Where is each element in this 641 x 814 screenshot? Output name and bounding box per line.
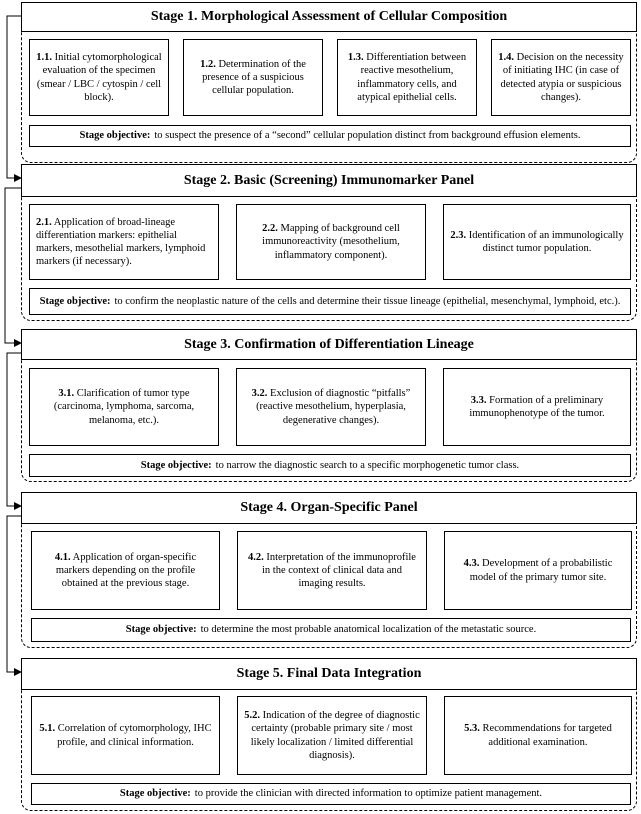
step-3-2: 3.2. Exclusion of diagnostic “pitfalls” (reactive mesothelium, hyperplasia, degenerative changes).	[236, 368, 426, 446]
stage-2-title: Stage 2. Basic (Screening) Immunomarker Panel	[21, 164, 637, 197]
step-2-1: 2.1. Application of broad-lineage differentiation markers: epithelial markers, mesothelial markers, lymphoid markers (if necessary).	[29, 204, 219, 280]
step-5-3: 5.3. Recommendations for targeted additional examination.	[444, 696, 632, 775]
step-1-3: 1.3. Differentiation between reactive mesothelium, inflammatory cells, and atypical epithelial cells.	[337, 39, 477, 116]
stage-2-objective: Stage objective: to confirm the neoplastic nature of the cells and determine their tissue lineage (epithelial, mesenchymal, lymphoid, etc.).	[29, 288, 631, 315]
stage-3-objective: Stage objective: to narrow the diagnostic search to a specific morphogenetic tumor class.	[29, 454, 631, 477]
step-2-2: 2.2. Mapping of background cell immunoreactivity (mesothelium, inflammatory component).	[236, 204, 426, 280]
stage-1-objective: Stage objective: to suspect the presence of a “second” cellular population distinct from background effusion elements.	[29, 125, 631, 147]
step-5-2: 5.2. Indication of the degree of diagnostic certainty (probable primary site / most likely localization / limited differential diagnosis).	[237, 696, 427, 775]
stage-4-objective: Stage objective: to determine the most probable anatomical localization of the metastatic source.	[31, 618, 631, 642]
step-4-3: 4.3. Development of a probabilistic model of the primary tumor site.	[444, 531, 632, 610]
stage-5-objective: Stage objective: to provide the clinician with directed information to optimize patient management.	[31, 783, 631, 805]
step-4-1: 4.1. Application of organ-specific markers depending on the profile obtained at the previous stage.	[31, 531, 220, 610]
step-3-1: 3.1. Clarification of tumor type (carcinoma, lymphoma, sarcoma, melanoma, etc.).	[29, 368, 219, 446]
stage-5-title: Stage 5. Final Data Integration	[21, 658, 637, 690]
connector-arrow-1-2	[7, 16, 21, 178]
step-4-2: 4.2. Interpretation of the immunoprofile in the context of clinical data and imaging results.	[237, 531, 427, 610]
stage-4-title: Stage 4. Organ-Specific Panel	[21, 492, 637, 524]
step-3-3: 3.3. Formation of a preliminary immunophenotype of the tumor.	[443, 368, 631, 446]
step-1-1: 1.1. Initial cytomorphological evaluation of the specimen (smear / LBC / cytospin / cell block).	[29, 39, 169, 116]
step-1-4: 1.4. Decision on the necessity of initiating IHC (in case of detected atypia or suspicious changes).	[491, 39, 631, 116]
step-2-3: 2.3. Identification of an immunologically distinct tumor population.	[443, 204, 631, 280]
stage-1-title: Stage 1. Morphological Assessment of Cellular Composition	[21, 2, 637, 32]
step-1-2: 1.2. Determination of the presence of a suspicious cellular population.	[183, 39, 323, 116]
step-5-1: 5.1. Correlation of cytomorphology, IHC profile, and clinical information.	[31, 696, 220, 775]
connector-arrow-4-5	[7, 516, 21, 672]
connector-arrow-3-4	[7, 353, 21, 506]
connector-arrow-2-3	[5, 188, 21, 343]
stage-3-title: Stage 3. Confirmation of Differentiation Lineage	[21, 329, 637, 360]
